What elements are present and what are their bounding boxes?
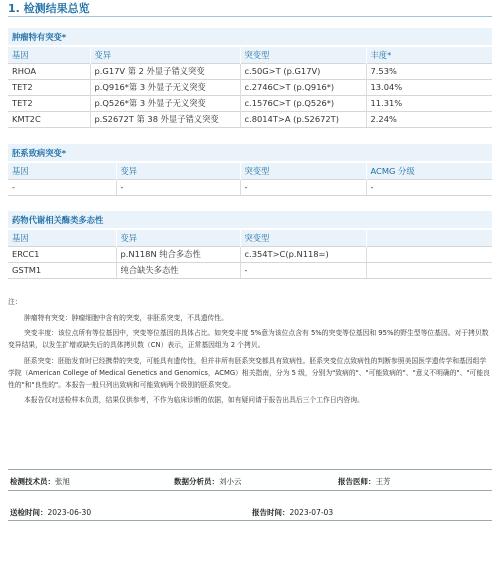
section-heading-germline: 胚系致病突变* (8, 144, 492, 161)
column-header: 丰度* (366, 47, 492, 63)
doctor-label: 报告医师： (338, 477, 376, 486)
table-row (8, 111, 492, 127)
table-header-row (8, 47, 492, 63)
table-row (8, 179, 492, 195)
table-row (8, 95, 492, 111)
notes-section (8, 296, 492, 410)
abundance-cell: 11.31% (366, 95, 492, 111)
column-header: ACMG 分级 (366, 163, 492, 179)
report-date-value: 2023-07-03 (289, 508, 334, 517)
column-header (366, 230, 492, 246)
empty-cell (366, 262, 492, 278)
mutation-type-cell: c.8014T>A (p.S2672T) (240, 111, 366, 127)
gene-cell: RHOA (8, 63, 90, 79)
doctor-signature (338, 476, 391, 487)
mutation-type-cell: c.354T>C(p.N118=) (240, 246, 366, 262)
title-divider (8, 16, 492, 17)
gene-cell: TET2 (8, 95, 90, 111)
column-header: 基因 (8, 230, 116, 246)
tumor-mutation-table (8, 47, 492, 128)
column-header: 基因 (8, 47, 90, 63)
note-tumor-specific: 肿瘤特有突变：肿瘤细胞中含有的突变，非胚系突变，不具遗传性。 (24, 313, 228, 322)
notes-label: 注： (8, 298, 22, 306)
table-header-row (8, 163, 492, 179)
table-row (8, 79, 492, 95)
gene-cell: ERCC1 (8, 246, 116, 262)
report-date-label: 报告时间： (252, 508, 290, 517)
mutation-type-cell: - (240, 179, 366, 195)
abundance-cell: 2.24% (366, 111, 492, 127)
column-header: 突变型 (240, 230, 366, 246)
column-header: 变异 (116, 163, 240, 179)
variant-cell: p.Q916*第 3 外显子无义突变 (90, 79, 240, 95)
abundance-cell: 7.53% (366, 63, 492, 79)
column-header: 突变型 (240, 47, 366, 63)
table-header-row (8, 230, 492, 246)
table-row (8, 262, 492, 278)
table-row (8, 63, 492, 79)
technician-name: 张旭 (55, 477, 70, 486)
column-header: 变异 (90, 47, 240, 63)
date-row (8, 503, 492, 521)
mutation-type-cell: - (240, 262, 366, 278)
variant-cell: p.S2672T 第 38 外显子错义突变 (90, 111, 240, 127)
gene-cell: - (8, 179, 116, 195)
doctor-name: 王芳 (375, 477, 391, 486)
mutation-type-cell: c.2746C>T (p.Q916*) (240, 79, 366, 95)
variant-cell: p.Q526*第 3 外显子无义突变 (90, 95, 240, 111)
analyst-label: 数据分析员： (174, 477, 219, 486)
column-header: 突变型 (240, 163, 366, 179)
sent-date (10, 507, 91, 518)
note-abundance: 突变丰度：该位点所有等位基因中，突变等位基因的具体占比。如突变丰度 5%意为该位点含有 5%的突变等位基因和 95%的野生型等位基因。对于拷贝数变异结果，以发生扩增或缺失后的具体拷贝数（CN）表示，正常基因组为 2 个拷贝。 (8, 329, 489, 349)
analyst-name: 刘小云 (219, 477, 242, 486)
report-date (252, 507, 333, 518)
page-title: 1. 检测结果总览 (8, 2, 90, 15)
column-header: 基因 (8, 163, 116, 179)
gene-cell: KMT2C (8, 111, 90, 127)
variant-cell: 纯合缺失多态性 (116, 262, 240, 278)
analyst-signature (174, 476, 242, 487)
section-heading-pharmaco: 药物代谢相关酶类多态性 (8, 211, 492, 228)
technician-signature (10, 476, 70, 487)
variant-cell: - (116, 179, 240, 195)
gene-cell: TET2 (8, 79, 90, 95)
mutation-type-cell: c.1576C>T (p.Q526*) (240, 95, 366, 111)
sent-date-label: 送检时间： (10, 508, 48, 517)
mutation-type-cell: c.50G>T (p.G17V) (240, 63, 366, 79)
note-germline: 胚系突变：胚胎发育时已经携带的突变，可能具有遗传性，但并非所有胚系突变都具有致病性。胚系突变位点致病性的判断参照美国医学遗传学和基因组学学院（American College of Medical Genetics and Genomics，ACMG）相关指南，分为 5 级，分别为"致病的"、"可能致病的"、"意义不明确的"、"可能良性的"和"良性的"。本报告一般只列出致病和可能致病两个级别的胚系突变。 (8, 356, 490, 389)
pharmaco-polymorphism-table (8, 230, 492, 279)
column-header: 变异 (116, 230, 240, 246)
empty-cell (366, 246, 492, 262)
variant-cell: p.G17V 第 2 外显子错义突变 (90, 63, 240, 79)
sent-date-value: 2023-06-30 (47, 508, 92, 517)
gene-cell: GSTM1 (8, 262, 116, 278)
signature-row (8, 469, 492, 491)
note-disclaimer: 本报告仅对送检样本负责，结果仅供参考，不作为临床诊断的依据，如有疑问请于报告出具后三个工作日内咨询。 (24, 396, 364, 404)
technician-label: 检测技术员： (10, 477, 55, 486)
table-row (8, 246, 492, 262)
germline-mutation-table (8, 163, 492, 196)
section-heading-tumor: 肿瘤特有突变* (8, 28, 492, 45)
abundance-cell: 13.04% (366, 79, 492, 95)
acmg-grade-cell: - (366, 179, 492, 195)
variant-cell: p.N118N 纯合多态性 (116, 246, 240, 262)
